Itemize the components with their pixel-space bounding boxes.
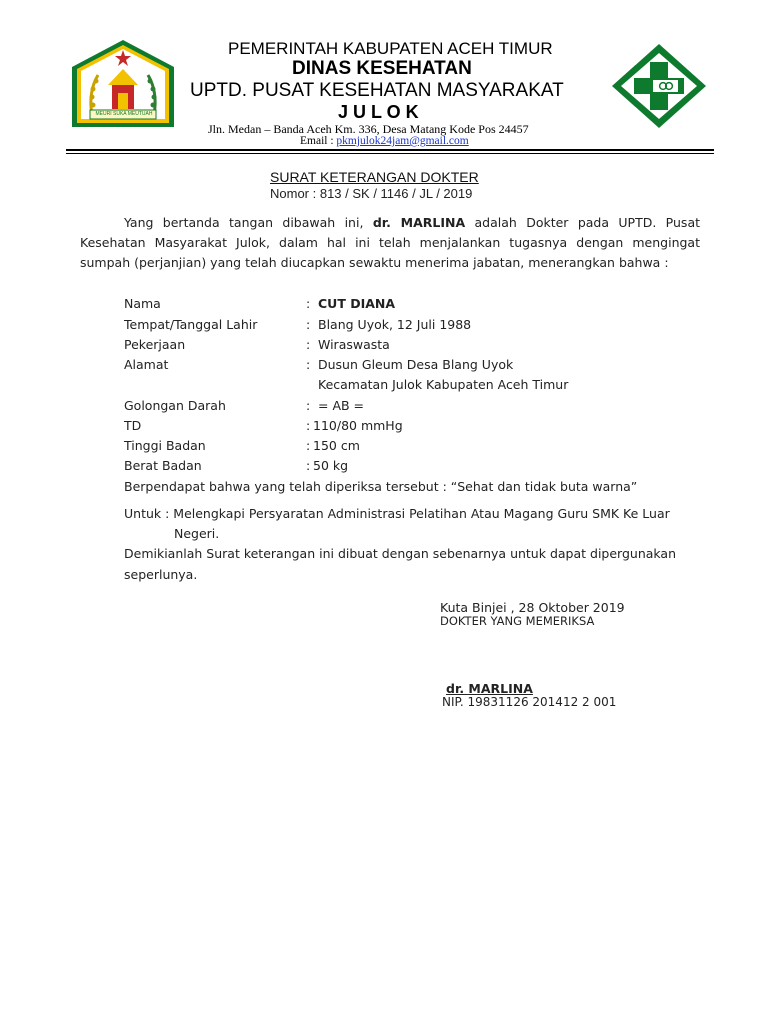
email-link[interactable]: pkmjulok24jam@gmail.com	[336, 135, 469, 147]
purpose-line-2: Negeri.	[174, 526, 220, 541]
header-government: PEMERINTAH KABUPATEN ACEH TIMUR	[228, 39, 553, 58]
signature-place-date: Kuta Binjei , 28 Oktober 2019	[440, 600, 625, 615]
header-email-line	[300, 135, 469, 147]
puskesmas-logo-icon	[606, 40, 712, 132]
header-rule-thick	[66, 149, 714, 151]
header-location: J U L O K	[338, 102, 419, 122]
opinion-statement: Berpendapat bahwa yang telah diperiksa tersebut : “Sehat dan tidak buta warna”	[124, 479, 638, 494]
closing-line-1: Demikianlah Surat keterangan ini dibuat dengan sebenarnya untuk dapat dipergunakan	[124, 546, 677, 561]
signature-name: dr. MARLINA	[446, 681, 533, 696]
emblem-motto: MEURI SUKA MEUTUAH	[95, 111, 153, 117]
aceh-timur-emblem-icon	[68, 37, 178, 129]
document-number: Nomor : 813 / SK / 1146 / JL / 2019	[270, 186, 473, 201]
purpose-label: Untuk :	[124, 506, 174, 521]
header-unit: UPTD. PUSAT KESEHATAN MASYARAKAT	[190, 80, 564, 101]
purpose-line-1: Untuk : Melengkapi Persyaratan Administrasi Pelatihan Atau Magang Guru SMK Ke Luar	[124, 506, 670, 521]
doctor-name-inline: dr. MARLINA	[372, 215, 466, 230]
header-agency: DINAS KESEHATAN	[292, 58, 472, 79]
header-rule-thin	[66, 153, 714, 154]
intro-paragraph: Yang bertanda tangan dibawah ini, dr. MARLINA adalah Dokter pada UPTD. Pusat Kesehatan Masyarakat Julok, dalam hal ini telah menjalankan tugasnya dengan mengingat sumpah (perjanjian) yang telah diucapkan sewaktu menerima jabatan, menerangkan bahwa :	[80, 215, 701, 270]
signature-role: DOKTER YANG MEMERIKSA	[440, 614, 595, 628]
header-address: Jln. Medan – Banda Aceh Km. 336, Desa Matang Kode Pos 24457	[208, 122, 529, 136]
email-label: Email :	[300, 135, 337, 147]
closing-line-2: seperlunya.	[124, 567, 198, 582]
document-title: SURAT KETERANGAN DOKTER	[270, 169, 479, 185]
signature-nip: NIP. 19831126 201412 2 001	[442, 695, 617, 709]
